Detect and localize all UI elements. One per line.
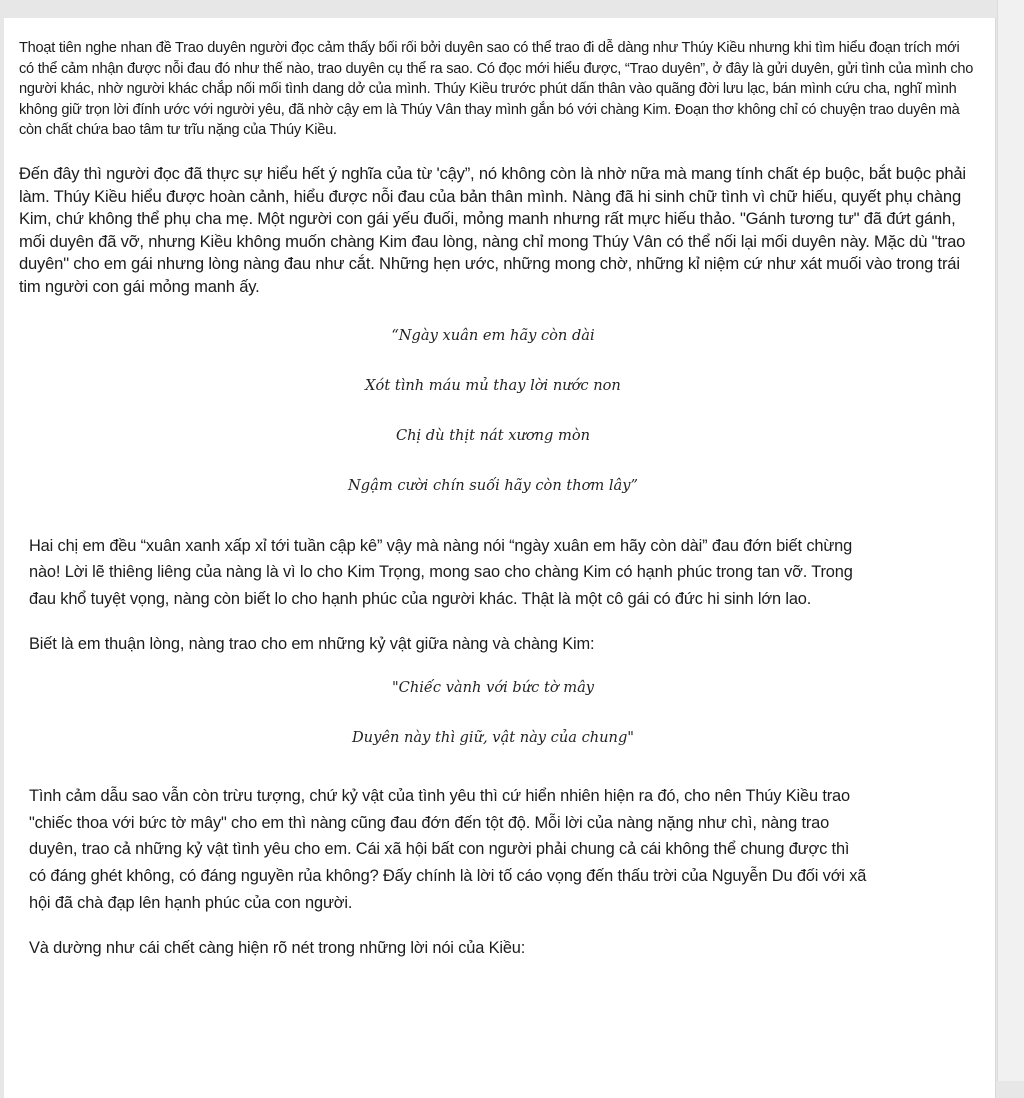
verse-line: “Ngày xuân em hãy còn dài <box>391 326 595 344</box>
verse-line: "Chiếc vành với bức tờ mây <box>391 678 595 696</box>
verse-line: Xót tình máu mủ thay lời nước non <box>365 376 621 394</box>
paragraph-intro: Thoạt tiên nghe nhan đề Trao duyên người đọc cảm thấy bối rối bởi duyên sao có thể trao đi dễ dàng như Thúy Kiều nhưng khi tìm hiểu đoạn trích mới có thể cảm nhận được nỗi đau đó như thế nào, trao duyên cụ thể ra sao. Có đọc mới hiểu được, “Trao duyên”, ở đây là gửi duyên, gửi tình của mình cho người khác, nhờ người khác chắp nối mối tình dang dở của mình. Thúy Kiều trước phút dấn thân vào quãng đời lưu lạc, bán mình cứu cha, nghĩ mình không giữ trọn lời đính ước với người yêu, đã nhờ cậy em là Thúy Vân thay mình gắn bó với chàng Kim. Đoạn thơ không chỉ có chuyện trao duyên mà còn chất chứa bao tâm tư trĩu nặng của Thúy Kiều. <box>19 40 974 139</box>
verse-block-chiec-vanh <box>19 678 977 778</box>
paragraph-cay-meaning: Đến đây thì người đọc đã thực sự hiểu hết ý nghĩa của từ 'cậy”, nó không còn là nhờ nữa mà mang tính chất ép buộc, bắt buộc phải làm. Thúy Kiều hiểu được hoàn cảnh, hiểu được nỗi đau của bản thân mình. Nàng đã hi sinh chữ tình vì chữ hiếu, quyết phụ chàng Kim, chứ không thể phụ cha mẹ. Một người con gái yếu đuối, mỏng manh nhưng rất mực hiếu thảo. "Gánh tương tư" đã đứt gánh, mối duyên đã vỡ, nhưng Kiều không muốn chàng Kim đau lòng, nàng chỉ mong Thúy Vân có thể nối lại mối duyên này. Mặc dù "trao duyên" cho em gái nhưng lòng nàng đau như cắt. Những hẹn ước, những mong chờ, những kỉ niệm cứ như xát muối vào trong trái tim người con gái mỏng manh ấy. <box>19 163 966 296</box>
paragraph-cai-chet: Và dường như cái chết càng hiện rõ nét trong những lời nói của Kiều: <box>29 938 526 957</box>
verse-block-ngay-xuan <box>19 326 977 526</box>
vertical-scrollbar[interactable] <box>997 0 1024 1081</box>
document-page <box>4 18 996 1098</box>
paragraph-hai-chi-em: Hai chị em đều “xuân xanh xấp xỉ tới tuần cập kê” vậy mà nàng nói “ngày xuân em hãy còn dài” đau đớn biết chừng nào! Lời lẽ thiêng liêng của nàng là vì lo cho Kim Trọng, mong sao cho chàng Kim có hạnh phúc trong tan vỡ. Trong đau khổ tuyệt vọng, nàng còn biết lo cho hạnh phúc của người khác. Thật là một cô gái có đức hi sinh lớn lao. <box>29 536 853 609</box>
verse-line: Ngậm cười chín suối hãy còn thơm lây” <box>348 476 638 494</box>
paragraph-ky-vat: Biết là em thuận lòng, nàng trao cho em những kỷ vật giữa nàng và chàng Kim: <box>29 634 595 653</box>
paragraph-tinh-cam: Tình cảm dẫu sao vẫn còn trừu tượng, chứ kỷ vật của tình yêu thì cứ hiển nhiên hiện ra đó, cho nên Thúy Kiều trao "chiếc thoa với bức tờ mây" cho em thì nàng cũng đau đớn đến tột độ. Mỗi lời của nàng nặng như chì, nàng trao duyên, trao cả những kỷ vật tình yêu cho em. Cái xã hội bất con người phải chung cả cái không thể chung được thì có đáng ghét không, có đáng nguyền rủa không? Đấy chính là lời tố cáo vọng đến thấu trời của Nguyễn Du đối với xã hội đã chà đạp lên hạnh phúc của con người. <box>29 786 867 912</box>
verse-line: Chị dù thịt nát xương mòn <box>395 426 591 444</box>
verse-line: Duyên này thì giữ, vật này của chung" <box>351 728 635 746</box>
